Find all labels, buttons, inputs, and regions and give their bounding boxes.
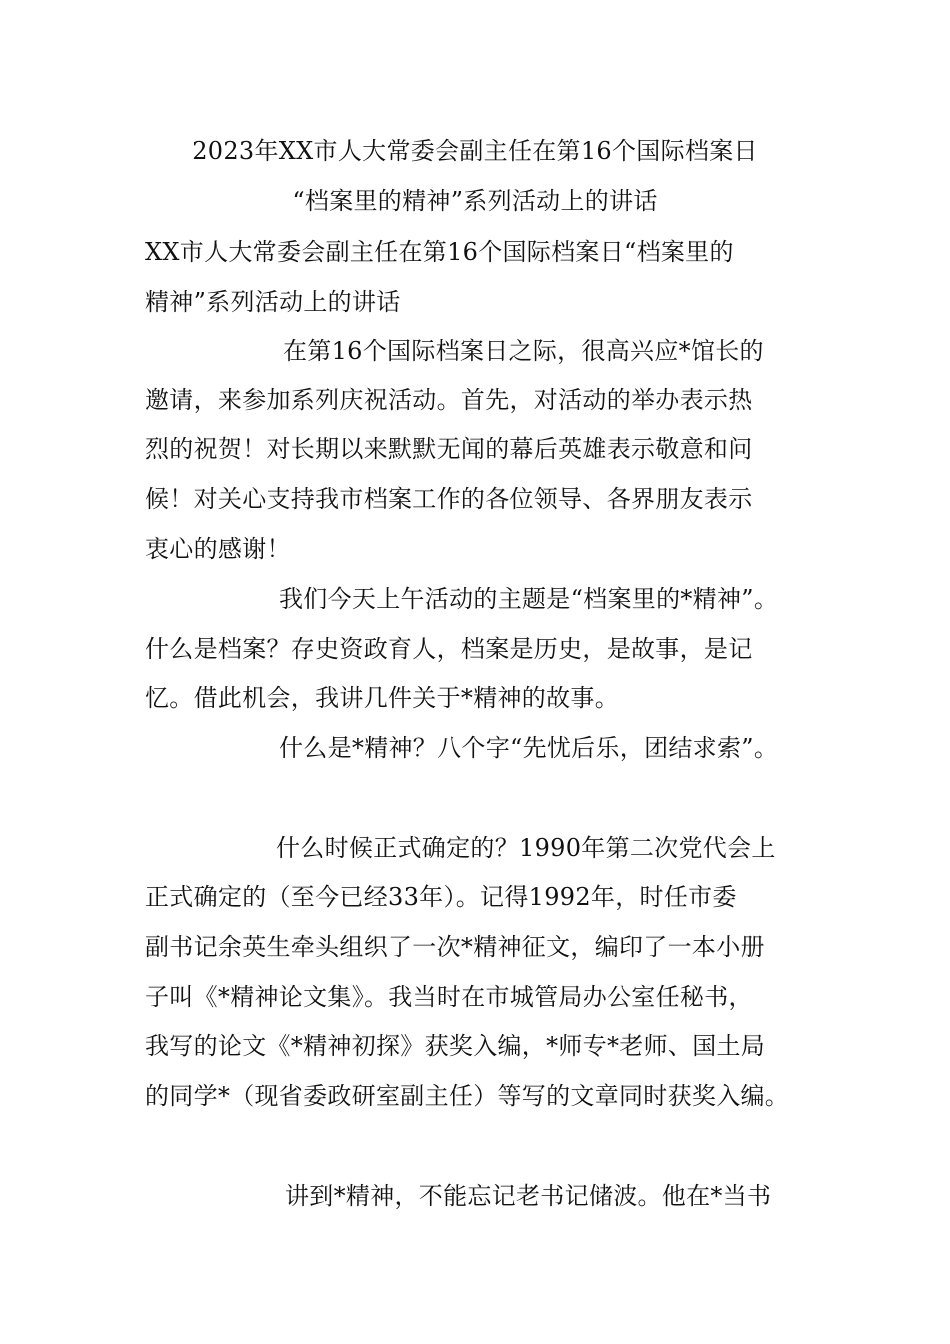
title-line-1: 2023年XX市人大常委会副主任在第16个国际档案日 [192, 137, 758, 165]
paragraph-4-line-6: 的同学*（现省委政研室副主任）等写的文章同时获奖入编。 [145, 1082, 790, 1110]
paragraph-4-line-2: 正式确定的（至今已经33年）。记得1992年，时任市委 [145, 883, 737, 911]
paragraph-2-line-3: 忆。借此机会，我讲几件关于*精神的故事。 [145, 684, 619, 712]
paragraph-2-line-2: 什么是档案？存史资政育人，档案是历史，是故事，是记 [145, 635, 753, 663]
subtitle-line-1: XX市人大常委会副主任在第16个国际档案日“档案里的 [145, 238, 734, 266]
paragraph-4-line-5: 我写的论文《*精神初探》获奖入编，*师专*老师、国土局 [145, 1032, 766, 1060]
paragraph-4-line-1: 什么时候正式确定的？1990年第二次党代会上 [276, 834, 776, 862]
paragraph-1-line-1: 在第16个国际档案日之际，很高兴应*馆长的 [283, 337, 764, 365]
paragraph-1-line-5: 衷心的感谢！ [145, 535, 291, 563]
paragraph-1-line-4: 候！对关心支持我市档案工作的各位领导、各界朋友表示 [145, 485, 753, 513]
paragraph-4-line-4: 子叫《*精神论文集》。我当时在市城管局办公室任秘书， [145, 983, 753, 1011]
paragraph-4-line-3: 副书记余英生牵头组织了一次*精神征文，编印了一本小册 [145, 933, 765, 961]
subtitle-line-2: 精神”系列活动上的讲话 [145, 288, 401, 316]
paragraph-5-line-1: 讲到*精神，不能忘记老书记储波。他在*当书 [285, 1182, 772, 1210]
title-line-2: “档案里的精神”系列活动上的讲话 [292, 187, 658, 215]
paragraph-1-line-3: 烈的祝贺！对长期以来默默无闻的幕后英雄表示敬意和问 [145, 435, 753, 463]
paragraph-2-line-1: 我们今天上午活动的主题是“档案里的*精神”。 [279, 585, 779, 613]
paragraph-1-line-2: 邀请，来参加系列庆祝活动。首先，对活动的举办表示热 [145, 386, 753, 414]
paragraph-3-line-1: 什么是*精神？八个字“先忧后乐，团结求索”。 [279, 734, 779, 762]
